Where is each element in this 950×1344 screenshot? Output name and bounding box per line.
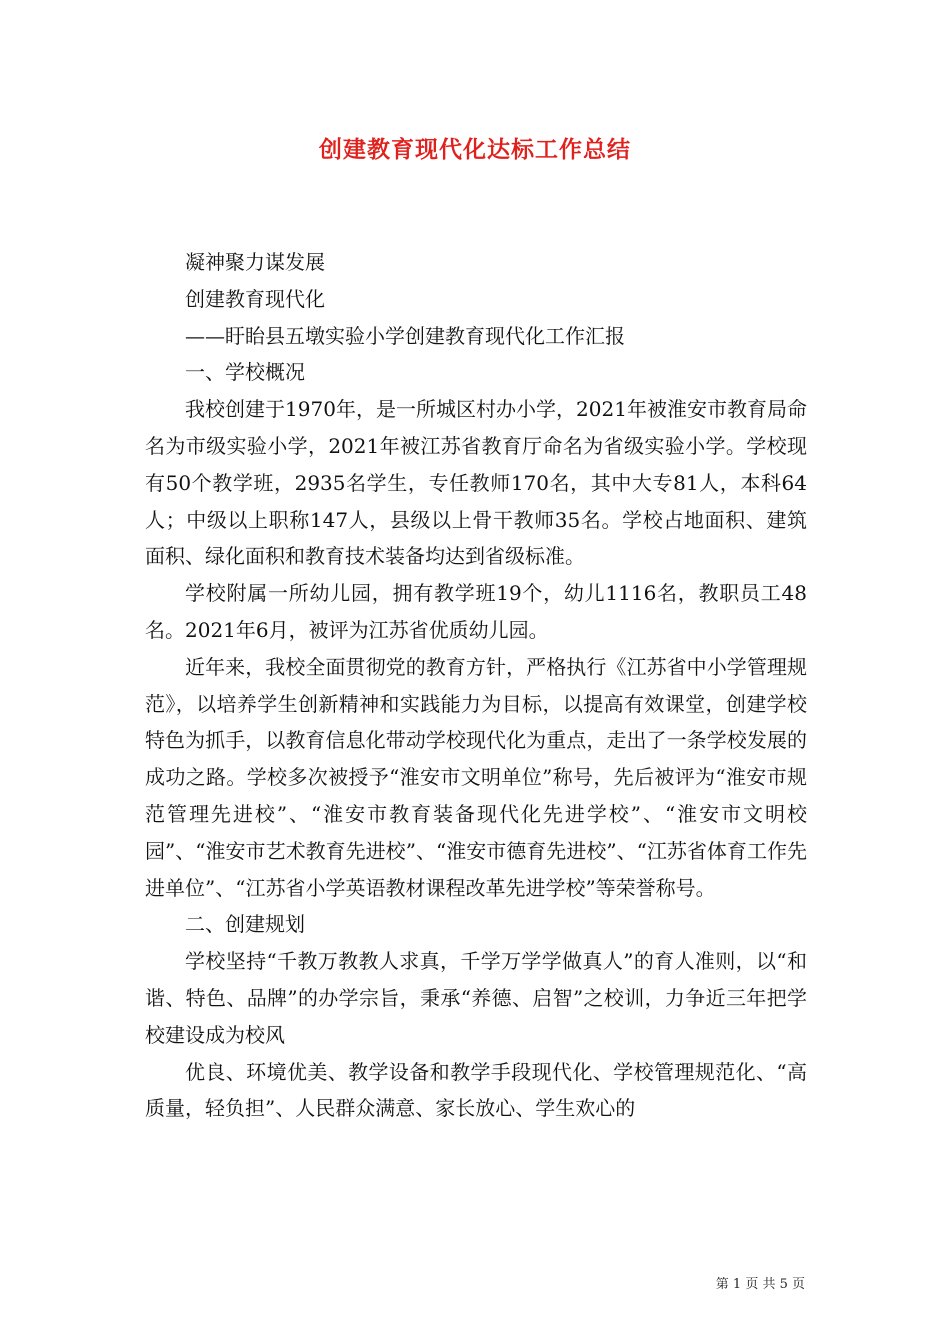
document-title: 创建教育现代化达标工作总结	[319, 136, 631, 163]
paragraph-overview-1: 我校创建于1970年，是一所城区村办小学，2021年被淮安市教育局命名为市级实验小学，2021年被江苏省教育厅命名为省级实验小学。学校现有50个教学班，2935名学生，专任教师170名，其中大专81人，本科64人；中级以上职称147人，县级以上骨干教师35名。学校占地面积、建筑面积、绿化面积和教育技术装备均达到省级标准。	[145, 397, 807, 569]
document-body	[145, 244, 807, 1127]
section-heading-overview: 一、学校概况	[185, 360, 305, 385]
paragraph-heading-1: 凝神聚力谋发展	[185, 250, 325, 274]
paragraph-plan-1: 学校坚持“千教万教教人求真，千学万学学做真人”的育人准则，以“和谐、特色、品牌”的办学宗旨，秉承“养德、启智”之校训，力争近三年把学校建设成为校风	[145, 949, 807, 1047]
page-number-footer: 第 1 页 共 5 页	[715, 1277, 805, 1292]
paragraph-plan-2: 优良、环境优美、教学设备和教学手段现代化、学校管理规范化、“高质量，轻负担”、人民群众满意、家长放心、学生欢心的	[145, 1059, 807, 1121]
paragraph-overview-2: 学校附属一所幼儿园，拥有教学班19个，幼儿1116名，教职员工48名。2021年6月，被评为江苏省优质幼儿园。	[145, 581, 807, 642]
paragraph-subtitle: ——盱眙县五墩实验小学创建教育现代化工作汇报	[185, 323, 625, 348]
paragraph-overview-3: 近年来，我校全面贯彻党的教育方针，严格执行《江苏省中小学管理规范》，以培养学生创新精神和实践能力为目标，以提高有效课堂，创建学校特色为抓手，以教育信息化带动学校现代化为重点，走出了一条学校发展的成功之路。学校多次被授予“淮安市文明单位”称号，先后被评为“淮安市规范管理先进校”、“淮安市教育装备现代化先进学校”、“淮安市文明校园”、“淮安市艺术教育先进校”、“淮安市德育先进校”、“江苏省体育工作先进单位”、“江苏省小学英语教材课程改革先进学校”等荣誉称号。	[145, 654, 807, 900]
paragraph-heading-2: 创建教育现代化	[185, 286, 325, 311]
section-heading-plan: 二、创建规划	[185, 912, 305, 937]
